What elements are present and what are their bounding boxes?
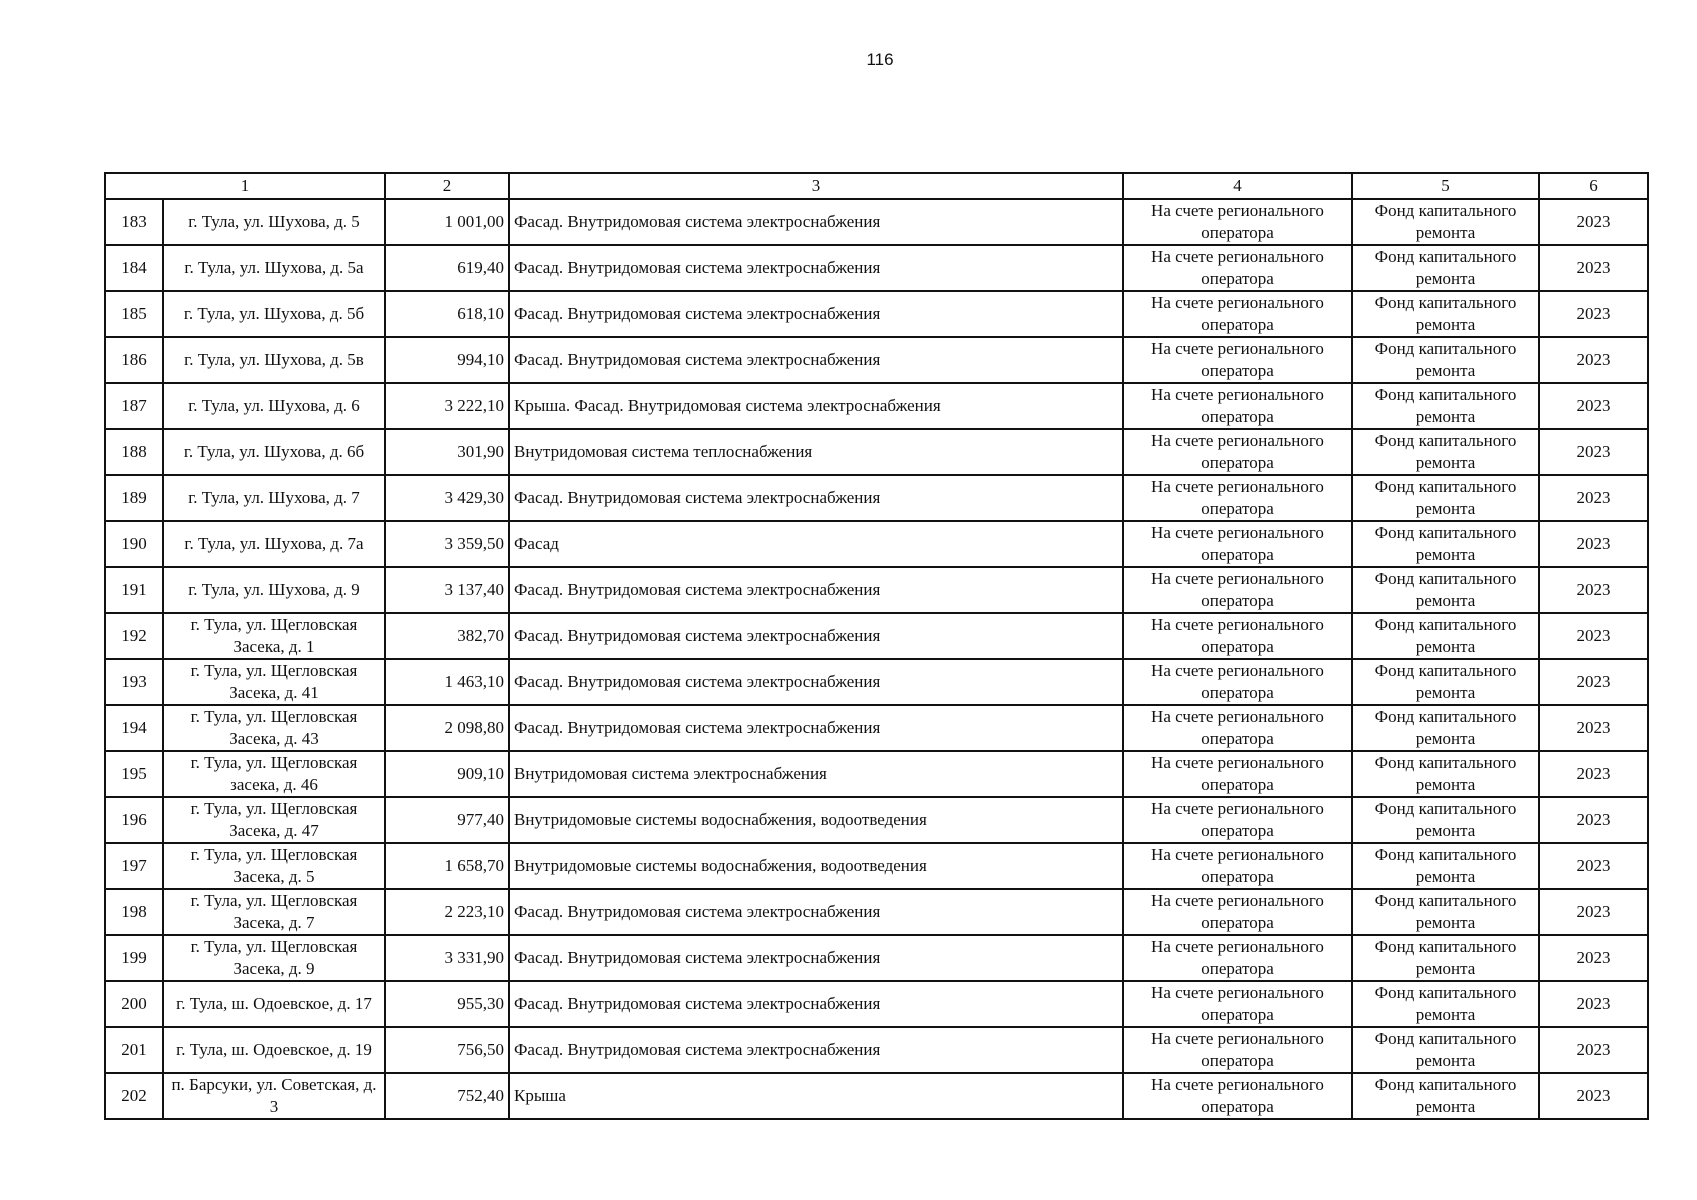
address-cell: г. Тула, ул. Щегловская Засека, д. 5 xyxy=(163,843,385,889)
row-number: 195 xyxy=(105,751,163,797)
area-cell: 3 222,10 xyxy=(385,383,509,429)
area-cell: 994,10 xyxy=(385,337,509,383)
registry-table xyxy=(104,172,1649,1120)
account-cell: На счете регионального оператора xyxy=(1123,521,1352,567)
account-cell: На счете регионального оператора xyxy=(1123,337,1352,383)
funding-source-cell: Фонд капитального ремонта xyxy=(1352,1027,1539,1073)
table-row xyxy=(105,751,1648,797)
address-cell: г. Тула, ул. Шухова, д. 5б xyxy=(163,291,385,337)
area-cell: 301,90 xyxy=(385,429,509,475)
account-cell: На счете регионального оператора xyxy=(1123,613,1352,659)
year-cell: 2023 xyxy=(1539,567,1648,613)
year-cell: 2023 xyxy=(1539,613,1648,659)
row-number: 192 xyxy=(105,613,163,659)
account-cell: На счете регионального оператора xyxy=(1123,291,1352,337)
works-cell: Внутридомовая система электроснабжения xyxy=(509,751,1123,797)
funding-source-cell: Фонд капитального ремонта xyxy=(1352,705,1539,751)
area-cell: 752,40 xyxy=(385,1073,509,1119)
table-row xyxy=(105,659,1648,705)
works-cell: Фасад. Внутридомовая система электроснабжения xyxy=(509,567,1123,613)
year-cell: 2023 xyxy=(1539,337,1648,383)
account-cell: На счете регионального оператора xyxy=(1123,889,1352,935)
year-cell: 2023 xyxy=(1539,1073,1648,1119)
funding-source-cell: Фонд капитального ремонта xyxy=(1352,981,1539,1027)
works-cell: Фасад. Внутридомовая система электроснабжения xyxy=(509,337,1123,383)
works-cell: Фасад. Внутридомовая система электроснабжения xyxy=(509,935,1123,981)
address-cell: г. Тула, ул. Щегловская Засека, д. 9 xyxy=(163,935,385,981)
header-col-6: 6 xyxy=(1539,173,1648,199)
address-cell: г. Тула, ул. Шухова, д. 7а xyxy=(163,521,385,567)
area-cell: 1 463,10 xyxy=(385,659,509,705)
area-cell: 3 359,50 xyxy=(385,521,509,567)
row-number: 189 xyxy=(105,475,163,521)
works-cell: Внутридомовые системы водоснабжения, водоотведения xyxy=(509,843,1123,889)
row-number: 202 xyxy=(105,1073,163,1119)
year-cell: 2023 xyxy=(1539,981,1648,1027)
works-cell: Фасад. Внутридомовая система электроснабжения xyxy=(509,659,1123,705)
header-col-3: 3 xyxy=(509,173,1123,199)
table-row xyxy=(105,1027,1648,1073)
table-row xyxy=(105,245,1648,291)
account-cell: На счете регионального оператора xyxy=(1123,751,1352,797)
address-cell: г. Тула, ул. Шухова, д. 6б xyxy=(163,429,385,475)
address-cell: г. Тула, ул. Шухова, д. 9 xyxy=(163,567,385,613)
funding-source-cell: Фонд капитального ремонта xyxy=(1352,889,1539,935)
header-col-1: 1 xyxy=(105,173,385,199)
table-row xyxy=(105,889,1648,935)
funding-source-cell: Фонд капитального ремонта xyxy=(1352,429,1539,475)
funding-source-cell: Фонд капитального ремонта xyxy=(1352,475,1539,521)
table-row xyxy=(105,797,1648,843)
works-cell: Фасад. Внутридомовая система электроснабжения xyxy=(509,981,1123,1027)
address-cell: г. Тула, ул. Щегловская Засека, д. 41 xyxy=(163,659,385,705)
works-cell: Фасад. Внутридомовая система электроснабжения xyxy=(509,475,1123,521)
account-cell: На счете регионального оператора xyxy=(1123,1027,1352,1073)
page-number: 116 xyxy=(866,50,894,69)
works-cell: Крыша xyxy=(509,1073,1123,1119)
header-col-5: 5 xyxy=(1352,173,1539,199)
address-cell: г. Тула, ул. Шухова, д. 6 xyxy=(163,383,385,429)
year-cell: 2023 xyxy=(1539,245,1648,291)
row-number: 198 xyxy=(105,889,163,935)
account-cell: На счете регионального оператора xyxy=(1123,429,1352,475)
area-cell: 3 331,90 xyxy=(385,935,509,981)
works-cell: Фасад. Внутридомовая система электроснабжения xyxy=(509,705,1123,751)
year-cell: 2023 xyxy=(1539,521,1648,567)
address-cell: г. Тула, ул. Щегловская Засека, д. 47 xyxy=(163,797,385,843)
address-cell: г. Тула, ул. Щегловская Засека, д. 1 xyxy=(163,613,385,659)
area-cell: 2 223,10 xyxy=(385,889,509,935)
year-cell: 2023 xyxy=(1539,199,1648,245)
area-cell: 2 098,80 xyxy=(385,705,509,751)
year-cell: 2023 xyxy=(1539,889,1648,935)
row-number: 193 xyxy=(105,659,163,705)
address-cell: г. Тула, ш. Одоевское, д. 17 xyxy=(163,981,385,1027)
account-cell: На счете регионального оператора xyxy=(1123,797,1352,843)
area-cell: 955,30 xyxy=(385,981,509,1027)
area-cell: 382,70 xyxy=(385,613,509,659)
row-number: 186 xyxy=(105,337,163,383)
area-cell: 1 001,00 xyxy=(385,199,509,245)
account-cell: На счете регионального оператора xyxy=(1123,567,1352,613)
address-cell: г. Тула, ул. Шухова, д. 5 xyxy=(163,199,385,245)
year-cell: 2023 xyxy=(1539,291,1648,337)
account-cell: На счете регионального оператора xyxy=(1123,383,1352,429)
area-cell: 3 137,40 xyxy=(385,567,509,613)
address-cell: г. Тула, ул. Шухова, д. 7 xyxy=(163,475,385,521)
account-cell: На счете регионального оператора xyxy=(1123,705,1352,751)
works-cell: Фасад. Внутридомовая система электроснабжения xyxy=(509,613,1123,659)
table-row xyxy=(105,1073,1648,1119)
works-cell: Фасад. Внутридомовая система электроснабжения xyxy=(509,1027,1123,1073)
row-number: 191 xyxy=(105,567,163,613)
works-cell: Фасад. Внутридомовая система электроснабжения xyxy=(509,199,1123,245)
row-number: 184 xyxy=(105,245,163,291)
row-number: 190 xyxy=(105,521,163,567)
works-cell: Фасад xyxy=(509,521,1123,567)
year-cell: 2023 xyxy=(1539,429,1648,475)
area-cell: 1 658,70 xyxy=(385,843,509,889)
row-number: 183 xyxy=(105,199,163,245)
account-cell: На счете регионального оператора xyxy=(1123,1073,1352,1119)
year-cell: 2023 xyxy=(1539,1027,1648,1073)
table-row xyxy=(105,383,1648,429)
address-cell: г. Тула, ул. Щегловская Засека, д. 7 xyxy=(163,889,385,935)
table-row xyxy=(105,705,1648,751)
area-cell: 618,10 xyxy=(385,291,509,337)
funding-source-cell: Фонд капитального ремонта xyxy=(1352,567,1539,613)
works-cell: Внутридомовые системы водоснабжения, водоотведения xyxy=(509,797,1123,843)
row-number: 188 xyxy=(105,429,163,475)
table-row xyxy=(105,521,1648,567)
year-cell: 2023 xyxy=(1539,705,1648,751)
works-cell: Фасад. Внутридомовая система электроснабжения xyxy=(509,291,1123,337)
row-number: 185 xyxy=(105,291,163,337)
address-cell: г. Тула, ул. Щегловская Засека, д. 43 xyxy=(163,705,385,751)
area-cell: 3 429,30 xyxy=(385,475,509,521)
row-number: 196 xyxy=(105,797,163,843)
account-cell: На счете регионального оператора xyxy=(1123,475,1352,521)
address-cell: г. Тула, ул. Щегловская засека, д. 46 xyxy=(163,751,385,797)
account-cell: На счете регионального оператора xyxy=(1123,245,1352,291)
row-number: 197 xyxy=(105,843,163,889)
funding-source-cell: Фонд капитального ремонта xyxy=(1352,199,1539,245)
funding-source-cell: Фонд капитального ремонта xyxy=(1352,659,1539,705)
address-cell: г. Тула, ул. Шухова, д. 5в xyxy=(163,337,385,383)
year-cell: 2023 xyxy=(1539,751,1648,797)
row-number: 194 xyxy=(105,705,163,751)
funding-source-cell: Фонд капитального ремонта xyxy=(1352,843,1539,889)
table-row xyxy=(105,981,1648,1027)
funding-source-cell: Фонд капитального ремонта xyxy=(1352,291,1539,337)
funding-source-cell: Фонд капитального ремонта xyxy=(1352,797,1539,843)
year-cell: 2023 xyxy=(1539,475,1648,521)
area-cell: 977,40 xyxy=(385,797,509,843)
header-col-4: 4 xyxy=(1123,173,1352,199)
works-cell: Фасад. Внутридомовая система электроснабжения xyxy=(509,245,1123,291)
funding-source-cell: Фонд капитального ремонта xyxy=(1352,613,1539,659)
funding-source-cell: Фонд капитального ремонта xyxy=(1352,337,1539,383)
row-number: 200 xyxy=(105,981,163,1027)
row-number: 199 xyxy=(105,935,163,981)
table-row xyxy=(105,429,1648,475)
table-body xyxy=(105,199,1648,1119)
works-cell: Фасад. Внутридомовая система электроснабжения xyxy=(509,889,1123,935)
table-row xyxy=(105,291,1648,337)
works-cell: Внутридомовая система теплоснабжения xyxy=(509,429,1123,475)
works-cell: Крыша. Фасад. Внутридомовая система электроснабжения xyxy=(509,383,1123,429)
table-header-row xyxy=(105,173,1648,199)
table-row xyxy=(105,935,1648,981)
address-cell: г. Тула, ш. Одоевское, д. 19 xyxy=(163,1027,385,1073)
funding-source-cell: Фонд капитального ремонта xyxy=(1352,383,1539,429)
header-col-2: 2 xyxy=(385,173,509,199)
account-cell: На счете регионального оператора xyxy=(1123,981,1352,1027)
table-row xyxy=(105,199,1648,245)
address-cell: п. Барсуки, ул. Советская, д. 3 xyxy=(163,1073,385,1119)
funding-source-cell: Фонд капитального ремонта xyxy=(1352,521,1539,567)
funding-source-cell: Фонд капитального ремонта xyxy=(1352,751,1539,797)
table-row xyxy=(105,567,1648,613)
row-number: 187 xyxy=(105,383,163,429)
area-cell: 909,10 xyxy=(385,751,509,797)
row-number: 201 xyxy=(105,1027,163,1073)
year-cell: 2023 xyxy=(1539,843,1648,889)
year-cell: 2023 xyxy=(1539,383,1648,429)
funding-source-cell: Фонд капитального ремонта xyxy=(1352,935,1539,981)
year-cell: 2023 xyxy=(1539,659,1648,705)
address-cell: г. Тула, ул. Шухова, д. 5а xyxy=(163,245,385,291)
account-cell: На счете регионального оператора xyxy=(1123,199,1352,245)
funding-source-cell: Фонд капитального ремонта xyxy=(1352,245,1539,291)
area-cell: 756,50 xyxy=(385,1027,509,1073)
account-cell: На счете регионального оператора xyxy=(1123,843,1352,889)
year-cell: 2023 xyxy=(1539,935,1648,981)
table-row xyxy=(105,475,1648,521)
area-cell: 619,40 xyxy=(385,245,509,291)
table-row xyxy=(105,843,1648,889)
year-cell: 2023 xyxy=(1539,797,1648,843)
account-cell: На счете регионального оператора xyxy=(1123,935,1352,981)
table-row xyxy=(105,337,1648,383)
funding-source-cell: Фонд капитального ремонта xyxy=(1352,1073,1539,1119)
table-row xyxy=(105,613,1648,659)
account-cell: На счете регионального оператора xyxy=(1123,659,1352,705)
